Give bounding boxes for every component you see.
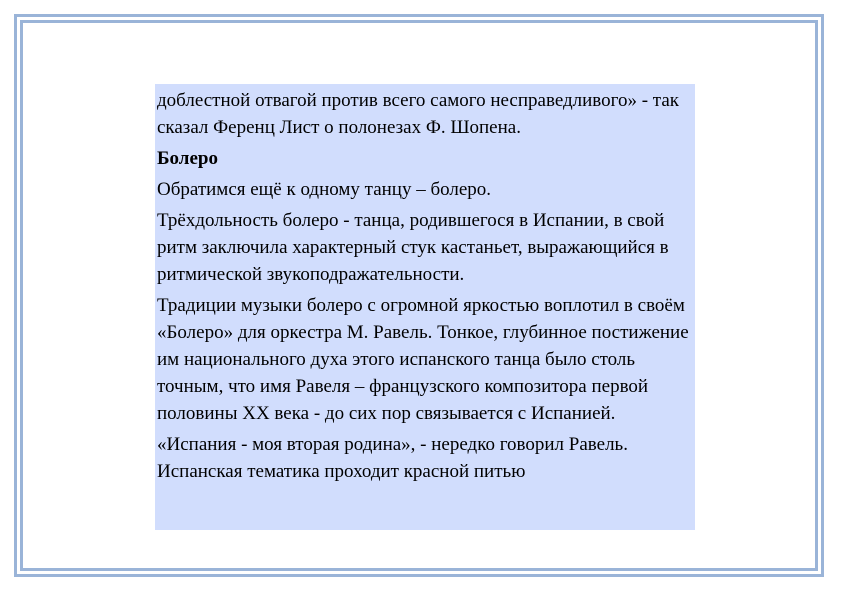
paragraph-bolero-intro: Обратимся ещё к одному танцу – болеро.	[157, 179, 492, 200]
paragraph-bolero-rhythm: Трёхдольность болеро - танца, родившегося в Испании, в свой ритм заключила характерный стук кастаньет, выражающийся в ритмической звукоподражательности.	[157, 210, 669, 285]
paragraph-ravel-tradition: Традиции музыки болеро с огромной яркостью воплотил в своём «Болеро» для оркестра М. Равель. Тонкое, глубинное постижение им национального духа этого испанского танца было столь точным, что имя Равеля – французского композитора первой половины XX века - до сих пор связывается с Испанией.	[157, 295, 689, 424]
text-content-box	[155, 84, 695, 530]
paragraph-liszt-quote: доблестной отвагой против всего самого несправедливого» - так сказал Ференц Лист о полонезах Ф. Шопена.	[157, 90, 679, 138]
section-heading-bolero: Болеро	[157, 148, 218, 169]
paragraph-ravel-quote: «Испания - моя вторая родина», - нередко говорил Равель. Испанская тематика проходит красной питью	[157, 434, 628, 482]
